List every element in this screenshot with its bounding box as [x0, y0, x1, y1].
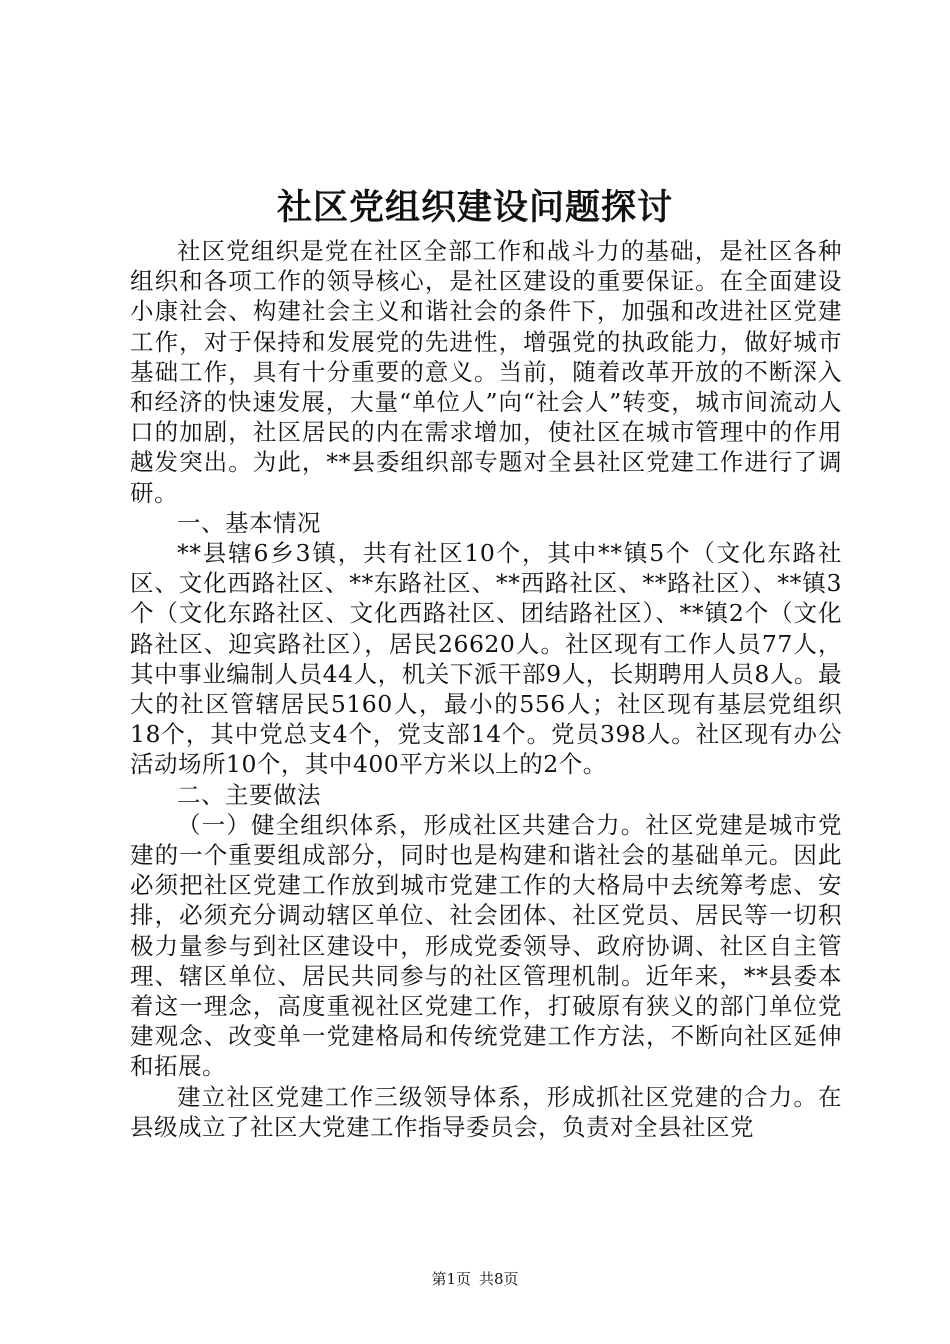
section-heading-basic-situation: 一、基本情况 [177, 508, 321, 537]
document-title: 社区党组织建设问题探讨 [276, 187, 673, 228]
page-total: 共8页 [479, 1270, 519, 1288]
practice-paragraph-1: （一）健全组织体系，形成社区共建合力。社区党建是城市党建的一个重要组成部分，同时也是构建和谐社会的基础单元。因此必须把社区党建工作放到城市党建工作的大格局中去统筹考虑、安排，必须充分调动辖区单位、社会团体、社区党员、居民等一切积极力量参与到社区建设中，形成党委领导、政府协调、社区自主管理、辖区单位、居民共同参与的社区管理机制。近年来，**县委本着这一理念，高度重视社区党建工作，打破原有狭义的部门单位党建观念、改变单一党建格局和传统党建工作方法，不断向社区延伸和拓展。 [130, 810, 842, 1081]
practice-paragraph-2: 建立社区党建工作三级领导体系，形成抓社区党建的合力。在县级成立了社区大党建工作指导委员会，负责对全县社区党 [130, 1082, 842, 1141]
intro-paragraph: 社区党组织是党在社区全部工作和战斗力的基础，是社区各种组织和各项工作的领导核心，是社区建设的重要保证。在全面建设小康社会、构建社会主义和谐社会的条件下，加强和改进社区党建工作，对于保持和发展党的先进性，增强党的执政能力，做好城市基础工作，具有十分重要的意义。当前，随着改革开放的不断深入和经济的快速发展，大量“单位人”向“社会人”转变，城市间流动人口的加剧，社区居民的内在需求增加，使社区在城市管理中的作用越发突出。为此，**县委组织部专题对全县社区党建工作进行了调研。 [130, 237, 842, 507]
page-footer [0, 1268, 950, 1290]
page-number: 第1页 [431, 1270, 471, 1288]
basic-situation-paragraph: **县辖6乡3镇，共有社区10个，其中**镇5个（文化东路社区、文化西路社区、**东路社区、**西路社区、**路社区）、**镇3个（文化东路社区、文化西路社区、团结路社区）、**镇2个（文化路社区、迎宾路社区），居民26620人。社区现有工作人员77人，其中事业编制人员44人，机关下派干部9人，长期聘用人员8人。最大的社区管辖居民5160人，最小的556人；社区现有基层党组织18个，其中党总支4个，党支部14个。党员398人。社区现有办公活动场所10个，其中400平方米以上的2个。 [130, 539, 842, 779]
document-body [130, 236, 842, 1142]
section-heading-main-practices: 二、主要做法 [177, 780, 321, 809]
